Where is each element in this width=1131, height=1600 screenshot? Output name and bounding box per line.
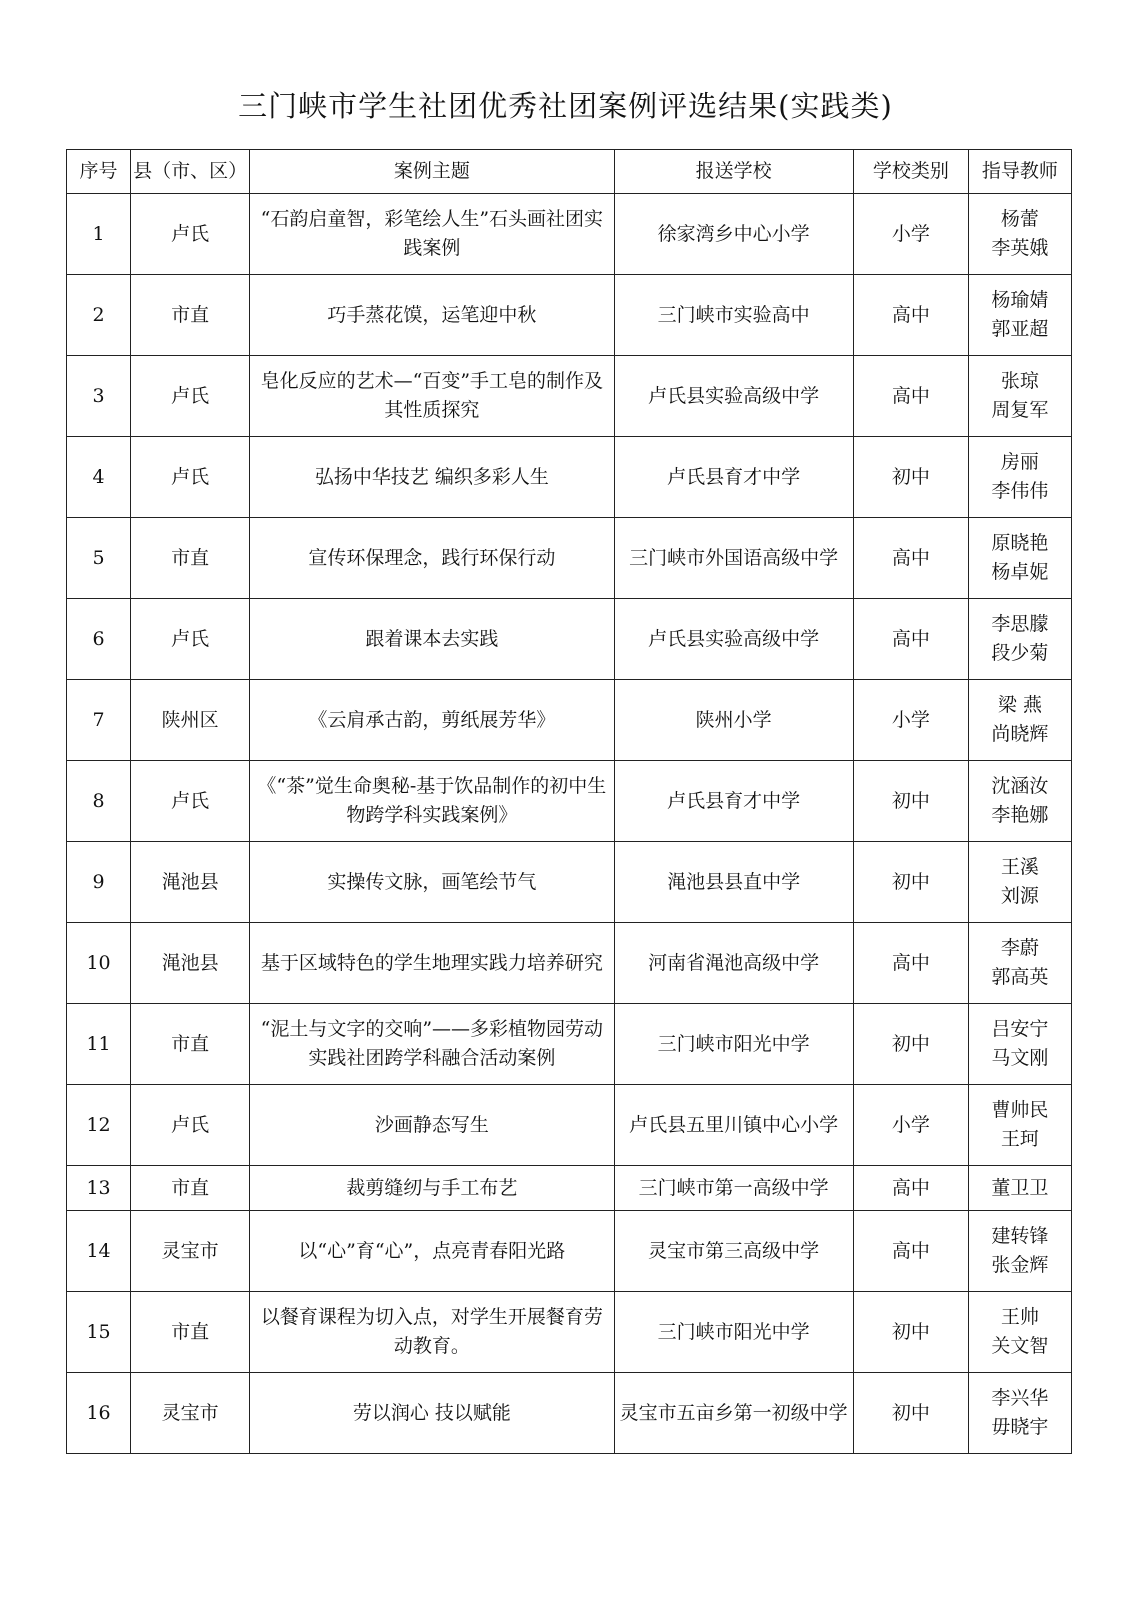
cell-school: 徐家湾乡中心小学 [614,194,853,275]
cell-topic: 《“茶”觉生命奥秘-基于饮品制作的初中生物跨学科实践案例》 [250,761,614,842]
cell-topic: 实操传文脉，画笔绘节气 [250,842,614,923]
cell-no: 16 [67,1373,131,1454]
cell-county: 渑池县 [131,923,250,1004]
cell-type: 小学 [853,680,968,761]
cell-no: 12 [67,1085,131,1166]
cell-school: 卢氏县实验高级中学 [614,599,853,680]
cell-school: 卢氏县育才中学 [614,437,853,518]
cell-school: 渑池县县直中学 [614,842,853,923]
cell-topic: 皂化反应的艺术—“百变”手工皂的制作及其性质探究 [250,356,614,437]
cell-no: 3 [67,356,131,437]
results-body [67,194,1072,1454]
teacher-name: 房丽 [1000,451,1039,473]
cell-no: 7 [67,680,131,761]
cell-teachers [968,680,1071,761]
cell-topic: 跟着课本去实践 [250,599,614,680]
teacher-name: 郭亚超 [991,318,1049,340]
teacher-name: 王帅 [1000,1306,1039,1328]
cell-teachers [968,842,1071,923]
cell-county: 灵宝市 [131,1373,250,1454]
teacher-name: 曹帅民 [991,1099,1049,1121]
cell-type: 高中 [853,518,968,599]
table-row [67,761,1072,842]
results-table [66,149,1072,1454]
cell-teachers [968,1166,1071,1211]
cell-no: 4 [67,437,131,518]
cell-teachers [968,1085,1071,1166]
table-row [67,1085,1072,1166]
teacher-name: 王溪 [1000,856,1039,878]
cell-no: 2 [67,275,131,356]
cell-teachers [968,1373,1071,1454]
cell-no: 13 [67,1166,131,1211]
teacher-name: 梁 燕 [997,694,1042,716]
cell-no: 15 [67,1292,131,1373]
teacher-name: 关文智 [991,1335,1049,1357]
cell-county: 灵宝市 [131,1211,250,1292]
table-row [67,194,1072,275]
header-county: 县（市、区） [131,150,250,194]
cell-type: 初中 [853,842,968,923]
cell-no: 14 [67,1211,131,1292]
teacher-name: 原晓艳 [991,532,1049,554]
table-row [67,1004,1072,1085]
cell-teachers [968,761,1071,842]
cell-type: 初中 [853,1292,968,1373]
cell-topic: 以“心”育“心”，点亮青春阳光路 [250,1211,614,1292]
teacher-name: 建转锋 [991,1225,1049,1247]
table-row [67,275,1072,356]
cell-no: 11 [67,1004,131,1085]
cell-type: 小学 [853,1085,968,1166]
cell-topic: 以餐育课程为切入点，对学生开展餐育劳动教育。 [250,1292,614,1373]
cell-teachers [968,275,1071,356]
cell-county: 卢氏 [131,356,250,437]
cell-type: 高中 [853,1211,968,1292]
teacher-name: 马文刚 [991,1047,1049,1069]
cell-school: 灵宝市第三高级中学 [614,1211,853,1292]
teacher-name: 李蔚 [1000,937,1039,959]
teacher-name: 董卫卫 [991,1176,1049,1199]
cell-topic: 裁剪缝纫与手工布艺 [250,1166,614,1211]
cell-topic: 基于区域特色的学生地理实践力培养研究 [250,923,614,1004]
table-row [67,518,1072,599]
header-type: 学校类别 [853,150,968,194]
cell-school: 卢氏县实验高级中学 [614,356,853,437]
teacher-name: 李思朦 [991,613,1049,635]
table-row [67,1166,1072,1211]
cell-school: 卢氏县育才中学 [614,761,853,842]
table-row [67,356,1072,437]
teacher-name: 张金辉 [991,1254,1049,1276]
cell-county: 市直 [131,518,250,599]
cell-type: 小学 [853,194,968,275]
cell-school: 三门峡市外国语高级中学 [614,518,853,599]
cell-county: 卢氏 [131,437,250,518]
table-row [67,1211,1072,1292]
teacher-name: 吕安宁 [991,1018,1049,1040]
table-row [67,1292,1072,1373]
cell-county: 卢氏 [131,599,250,680]
cell-type: 初中 [853,437,968,518]
table-header-row [67,150,1072,194]
cell-school: 三门峡市阳光中学 [614,1004,853,1085]
cell-type: 高中 [853,1166,968,1211]
teacher-name: 尚晓辉 [991,723,1049,745]
teacher-name: 郭高英 [991,966,1049,988]
cell-no: 9 [67,842,131,923]
teacher-name: 李伟伟 [991,480,1049,502]
teacher-name: 杨瑜婧 [991,289,1049,311]
cell-no: 5 [67,518,131,599]
cell-county: 市直 [131,1292,250,1373]
page-title: 三门峡市学生社团优秀社团案例评选结果(实践类) [238,89,893,123]
teacher-name: 周复军 [991,399,1049,421]
cell-teachers [968,1004,1071,1085]
cell-no: 1 [67,194,131,275]
cell-type: 初中 [853,1373,968,1454]
cell-teachers [968,518,1071,599]
teacher-name: 沈涵汝 [991,775,1049,797]
cell-teachers [968,1211,1071,1292]
cell-topic: “石韵启童智，彩笔绘人生”石头画社团实践案例 [250,194,614,275]
cell-county: 陕州区 [131,680,250,761]
cell-county: 市直 [131,1166,250,1211]
table-row [67,842,1072,923]
cell-school: 灵宝市五亩乡第一初级中学 [614,1373,853,1454]
cell-county: 市直 [131,1004,250,1085]
cell-no: 8 [67,761,131,842]
cell-school: 陕州小学 [614,680,853,761]
cell-type: 高中 [853,923,968,1004]
table-row [67,680,1072,761]
cell-type: 高中 [853,599,968,680]
cell-teachers [968,1292,1071,1373]
cell-topic: 巧手蒸花馍，运笔迎中秋 [250,275,614,356]
cell-topic: 弘扬中华技艺 编织多彩人生 [250,437,614,518]
cell-teachers [968,356,1071,437]
cell-county: 卢氏 [131,1085,250,1166]
cell-school: 河南省渑池高级中学 [614,923,853,1004]
cell-teachers [968,923,1071,1004]
cell-county: 渑池县 [131,842,250,923]
cell-teachers [968,599,1071,680]
cell-topic: 宣传环保理念，践行环保行动 [250,518,614,599]
table-row [67,599,1072,680]
teacher-name: 李兴华 [991,1387,1049,1409]
cell-county: 卢氏 [131,194,250,275]
cell-no: 10 [67,923,131,1004]
table-row [67,923,1072,1004]
cell-county: 市直 [131,275,250,356]
teacher-name: 杨蕾 [1000,208,1039,230]
cell-topic: 《云肩承古韵，剪纸展芳华》 [250,680,614,761]
cell-school: 卢氏县五里川镇中心小学 [614,1085,853,1166]
teacher-name: 毋晓宇 [991,1416,1049,1438]
cell-school: 三门峡市实验高中 [614,275,853,356]
header-school: 报送学校 [614,150,853,194]
teacher-name: 段少菊 [991,642,1049,664]
cell-topic: 劳以润心 技以赋能 [250,1373,614,1454]
cell-teachers [968,194,1071,275]
cell-topic: 沙画静态写生 [250,1085,614,1166]
table-row [67,437,1072,518]
teacher-name: 张琼 [1000,370,1039,392]
teacher-name: 王珂 [1000,1128,1039,1150]
header-teacher: 指导教师 [968,150,1071,194]
teacher-name: 李英娥 [991,237,1049,259]
cell-school: 三门峡市第一高级中学 [614,1166,853,1211]
table-row [67,1373,1072,1454]
cell-type: 初中 [853,761,968,842]
teacher-name: 杨卓妮 [991,561,1049,583]
cell-type: 初中 [853,1004,968,1085]
cell-no: 6 [67,599,131,680]
cell-teachers [968,437,1071,518]
header-no: 序号 [67,150,131,194]
cell-school: 三门峡市阳光中学 [614,1292,853,1373]
header-topic: 案例主题 [250,150,614,194]
cell-type: 高中 [853,356,968,437]
cell-county: 卢氏 [131,761,250,842]
teacher-name: 刘源 [1000,885,1039,907]
teacher-name: 李艳娜 [991,804,1049,826]
cell-type: 高中 [853,275,968,356]
cell-topic: “泥土与文字的交响”——多彩植物园劳动实践社团跨学科融合活动案例 [250,1004,614,1085]
